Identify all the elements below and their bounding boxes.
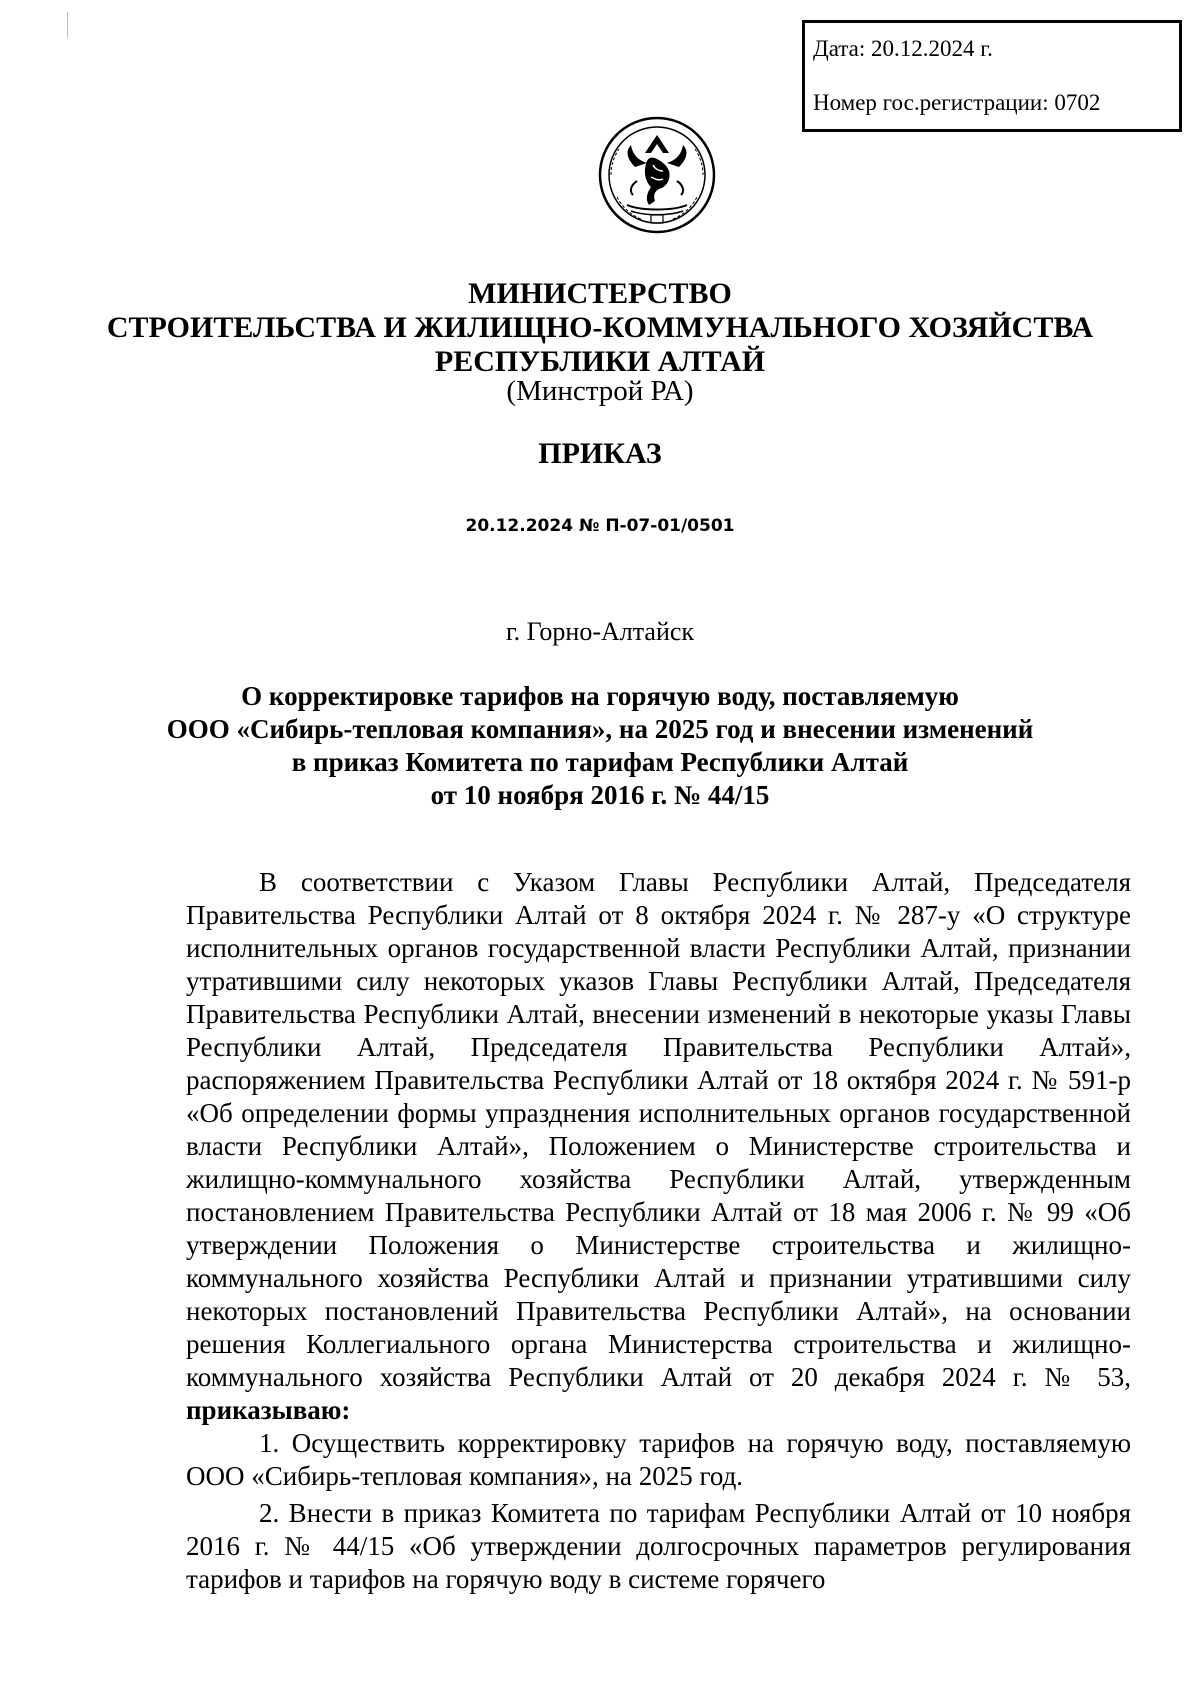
registration-date-label: Дата: [813, 36, 866, 61]
order-subject-line-1: О корректировке тарифов на горячую воду, поставляемую [241, 681, 959, 711]
order-subject-line-4: от 10 ноября 2016 г. № 44/15 [430, 780, 770, 810]
coat-of-arms-icon [597, 115, 717, 235]
registration-number-label: Номер гос.регистрации: [813, 90, 1049, 115]
scan-artifact [67, 12, 68, 38]
registration-stamp [802, 20, 1182, 132]
order-subject [0, 680, 1200, 812]
registration-date [813, 37, 1179, 60]
ministry-name-line-1: МИНИСТЕРСТВО [468, 277, 732, 310]
order-subject-line-3: в приказ Комитета по тарифам Республики Алтай [291, 747, 909, 777]
registration-date-value: 20.12.2024 г. [870, 36, 993, 61]
preamble-text: В соответствии с Указом Главы Республики Алтай, Председателя Правительства Республики Алтай от 8 октября 2024 г. № 287-у «О структуре исполнительных органов государственной власти Республики Алтай, признании утратившими силу некоторых указов Главы Республики Алтай, Председателя Правительства Республики Алтай, внесении изменений в некоторые указы Главы Республики Алтай, Председателя Правительства Республики Алтай», распоряжением Правительства Республики Алтай от 18 октября 2024 г. № 591-р «Об определении формы упразднения исполнительных органов государственной власти Республики Алтай», Положением о Министерстве строительства и жилищно-коммунального хозяйства Республики Алтай, утвержденным постановлением Правительства Республики Алтай от 18 мая 2006 г. № 99 «Об утверждении Положения о Министерстве строительства и жилищно-коммунального хозяйства Республики Алтай и признании утратившими силу некоторых постановлений Правительства Республики Алтай», на основании решения Коллегиального органа Министерства строительства и жилищно-коммунального хозяйства Республики Алтай от 20 декабря 2024 г. № 53, [186, 867, 1131, 1392]
item-2-paragraph: 2. Внести в приказ Комитета по тарифам Республики Алтай от 10 ноября 2016 г. № 44/15 «Об утверждении долгосрочных параметров регулирования тарифов и тарифов на горячую воду в системе горячего [186, 1498, 1131, 1594]
order-subject-line-2: ООО «Сибирь-тепловая компания», на 2025 год и внесении изменений [166, 714, 1034, 744]
city: г. Горно-Алтайск [505, 617, 695, 646]
registration-number [813, 91, 1179, 114]
registration-number-value: 0702 [1054, 90, 1101, 115]
preamble-paragraph [186, 866, 1131, 1427]
item-1-paragraph: 1. Осуществить корректировку тарифов на горячую воду, поставляемую ООО «Сибирь-тепловая компания», на 2025 год. [186, 1428, 1131, 1491]
ministry-name-line-2: СТРОИТЕЛЬСТВА И ЖИЛИЩНО-КОММУНАЛЬНОГО ХОЗЯЙСТВА [106, 311, 1094, 344]
ministry-short-name: (Минстрой РА) [506, 375, 694, 407]
order-body [186, 866, 1131, 1596]
order-number: 20.12.2024 № П-07-01/0501 [465, 516, 735, 536]
ministry-name-line-3: РЕСПУБЛИКИ АЛТАЙ [434, 345, 766, 378]
order-title: ПРИКАЗ [538, 437, 662, 470]
decree-word: приказываю: [186, 1395, 351, 1425]
ministry-name [0, 277, 1200, 379]
